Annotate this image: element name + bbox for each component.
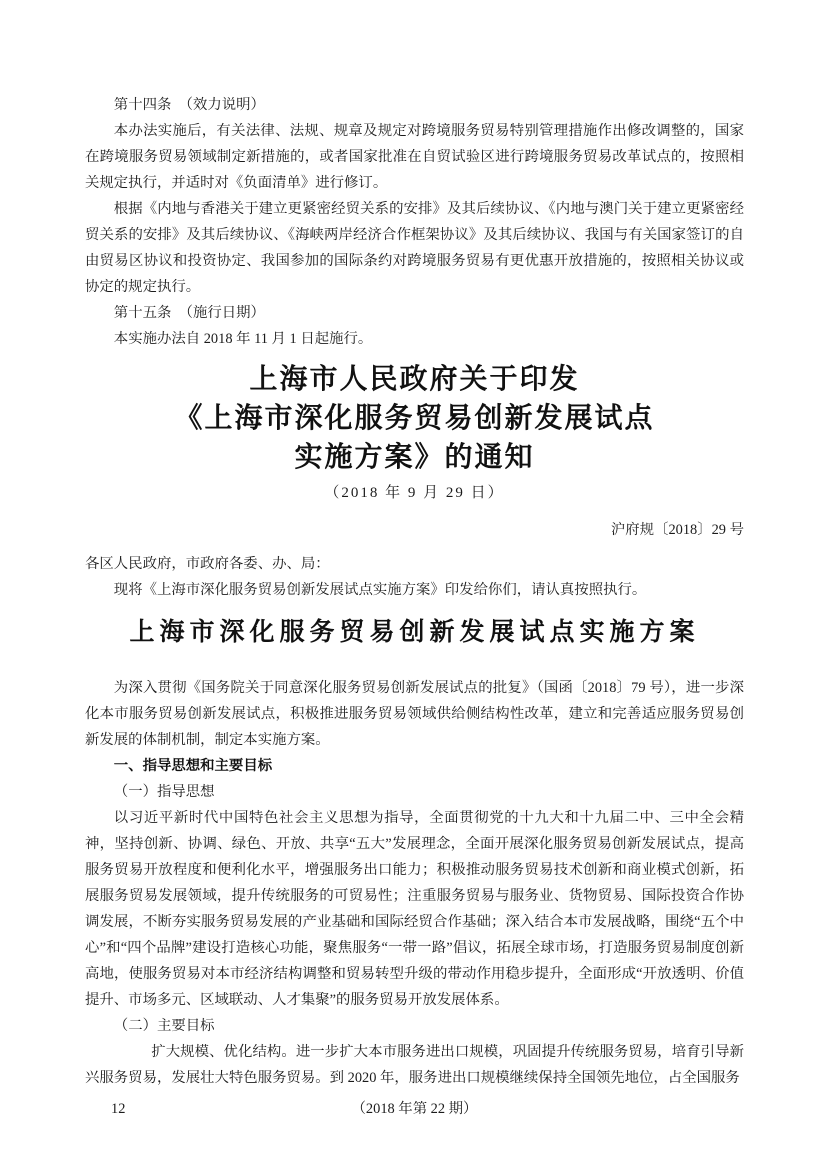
article-14-paragraph-1: 本办法实施后，有关法律、法规、规章及规定对跨境服务贸易特别管理措施作出修改调整的，国家在跨境服务贸易领域制定新措施的，或者国家批准在自贸试验区进行跨境服务贸易改革试点的，按照相关规定执行，并适时对《负面清单》进行修订。	[85, 123, 744, 191]
plan-subsection-2-body: 扩大规模、优化结构。进一步扩大本市服务进出口规模，巩固提升传统服务贸易，培育引导新兴服务贸易，发展壮大特色服务贸易。到 2020 年，服务进出口规模继续保持全国领先地位，占全国服务	[85, 1044, 744, 1086]
notice-title	[85, 360, 744, 477]
notice-title-line-2: 《上海市深化服务贸易创新发展试点	[174, 403, 655, 434]
notice-title-line-3: 实施方案》的通知	[294, 442, 535, 473]
footer-issue-label: （2018 年第 22 期）	[351, 1101, 478, 1117]
page-footer	[85, 1096, 744, 1122]
notice-body: 现将《上海市深化服务贸易创新发展试点实施方案》印发给你们，请认真按照执行。	[113, 582, 647, 598]
article-15-heading: 第十五条 （施行日期）	[113, 305, 265, 321]
notice-date: （2018 年 9 月 29 日）	[324, 485, 505, 501]
notice-salutation: 各区人民政府，市政府各委、办、局：	[85, 556, 330, 572]
plan-section-1-heading: 一、指导思想和主要目标	[113, 758, 273, 774]
plan-subsection-1-heading: （一）指导思想	[113, 784, 215, 800]
notice-title-line-1: 上海市人民政府关于印发	[249, 364, 580, 395]
document-number: 沪府规〔2018〕29 号	[610, 522, 744, 538]
article-14-heading: 第十四条 （效力说明）	[113, 97, 265, 113]
plan-subsection-1-body: 以习近平新时代中国特色社会主义思想为指导，全面贯彻党的十九大和十九届二中、三中全会精神，坚持创新、协调、绿色、开放、共享“五大”发展理念，全面开展深化服务贸易创新发展试点，提高服务贸易开放程度和便利化水平，增强服务出口能力；积极推动服务贸易技术创新和商业模式创新，拓展服务贸易发展领域，提升传统服务的可贸易性；注重服务贸易与服务业、货物贸易、国际投资合作协调发展，不断夯实服务贸易发展的产业基础和国际经贸合作基础；深入结合本市发展战略，围绕“五个中心”和“四个品牌”建设打造核心功能，聚焦服务“一带一路”倡议，拓展全球市场，打造服务贸易制度创新高地，使服务贸易对本市经济结构调整和贸易转型升级的带动作用稳步提升，全面形成“开放透明、价值提升、市场多元、区域联动、人才集聚”的服务贸易开放发展体系。	[85, 810, 744, 1008]
article-15-paragraph: 本实施办法自 2018 年 11 月 1 日起施行。	[113, 331, 373, 347]
article-14-paragraph-2: 根据《内地与香港关于建立更紧密经贸关系的安排》及其后续协议、《内地与澳门关于建立更紧密经贸关系的安排》及其后续协议、《海峡两岸经济合作框架协议》及其后续协议、我国与有关国家签订的自由贸易区协议和投资协定、我国参加的国际条约对跨境服务贸易有更优惠开放措施的，按照相关协议或协定的规定执行。	[85, 201, 744, 295]
footer-page-number: 12	[111, 1101, 126, 1117]
plan-heading: 上海市深化服务贸易创新发展试点实施方案	[129, 619, 700, 646]
plan-intro-paragraph: 为深入贯彻《国务院关于同意深化服务贸易创新发展试点的批复》（国函〔2018〕79 号），进一步深化本市服务贸易创新发展试点，积极推进服务贸易领域供给侧结构性改革，建立和完善适应服务贸易创新发展的体制机制，制定本实施方案。	[85, 680, 744, 748]
plan-subsection-2-heading: （二）主要目标	[113, 1018, 215, 1034]
